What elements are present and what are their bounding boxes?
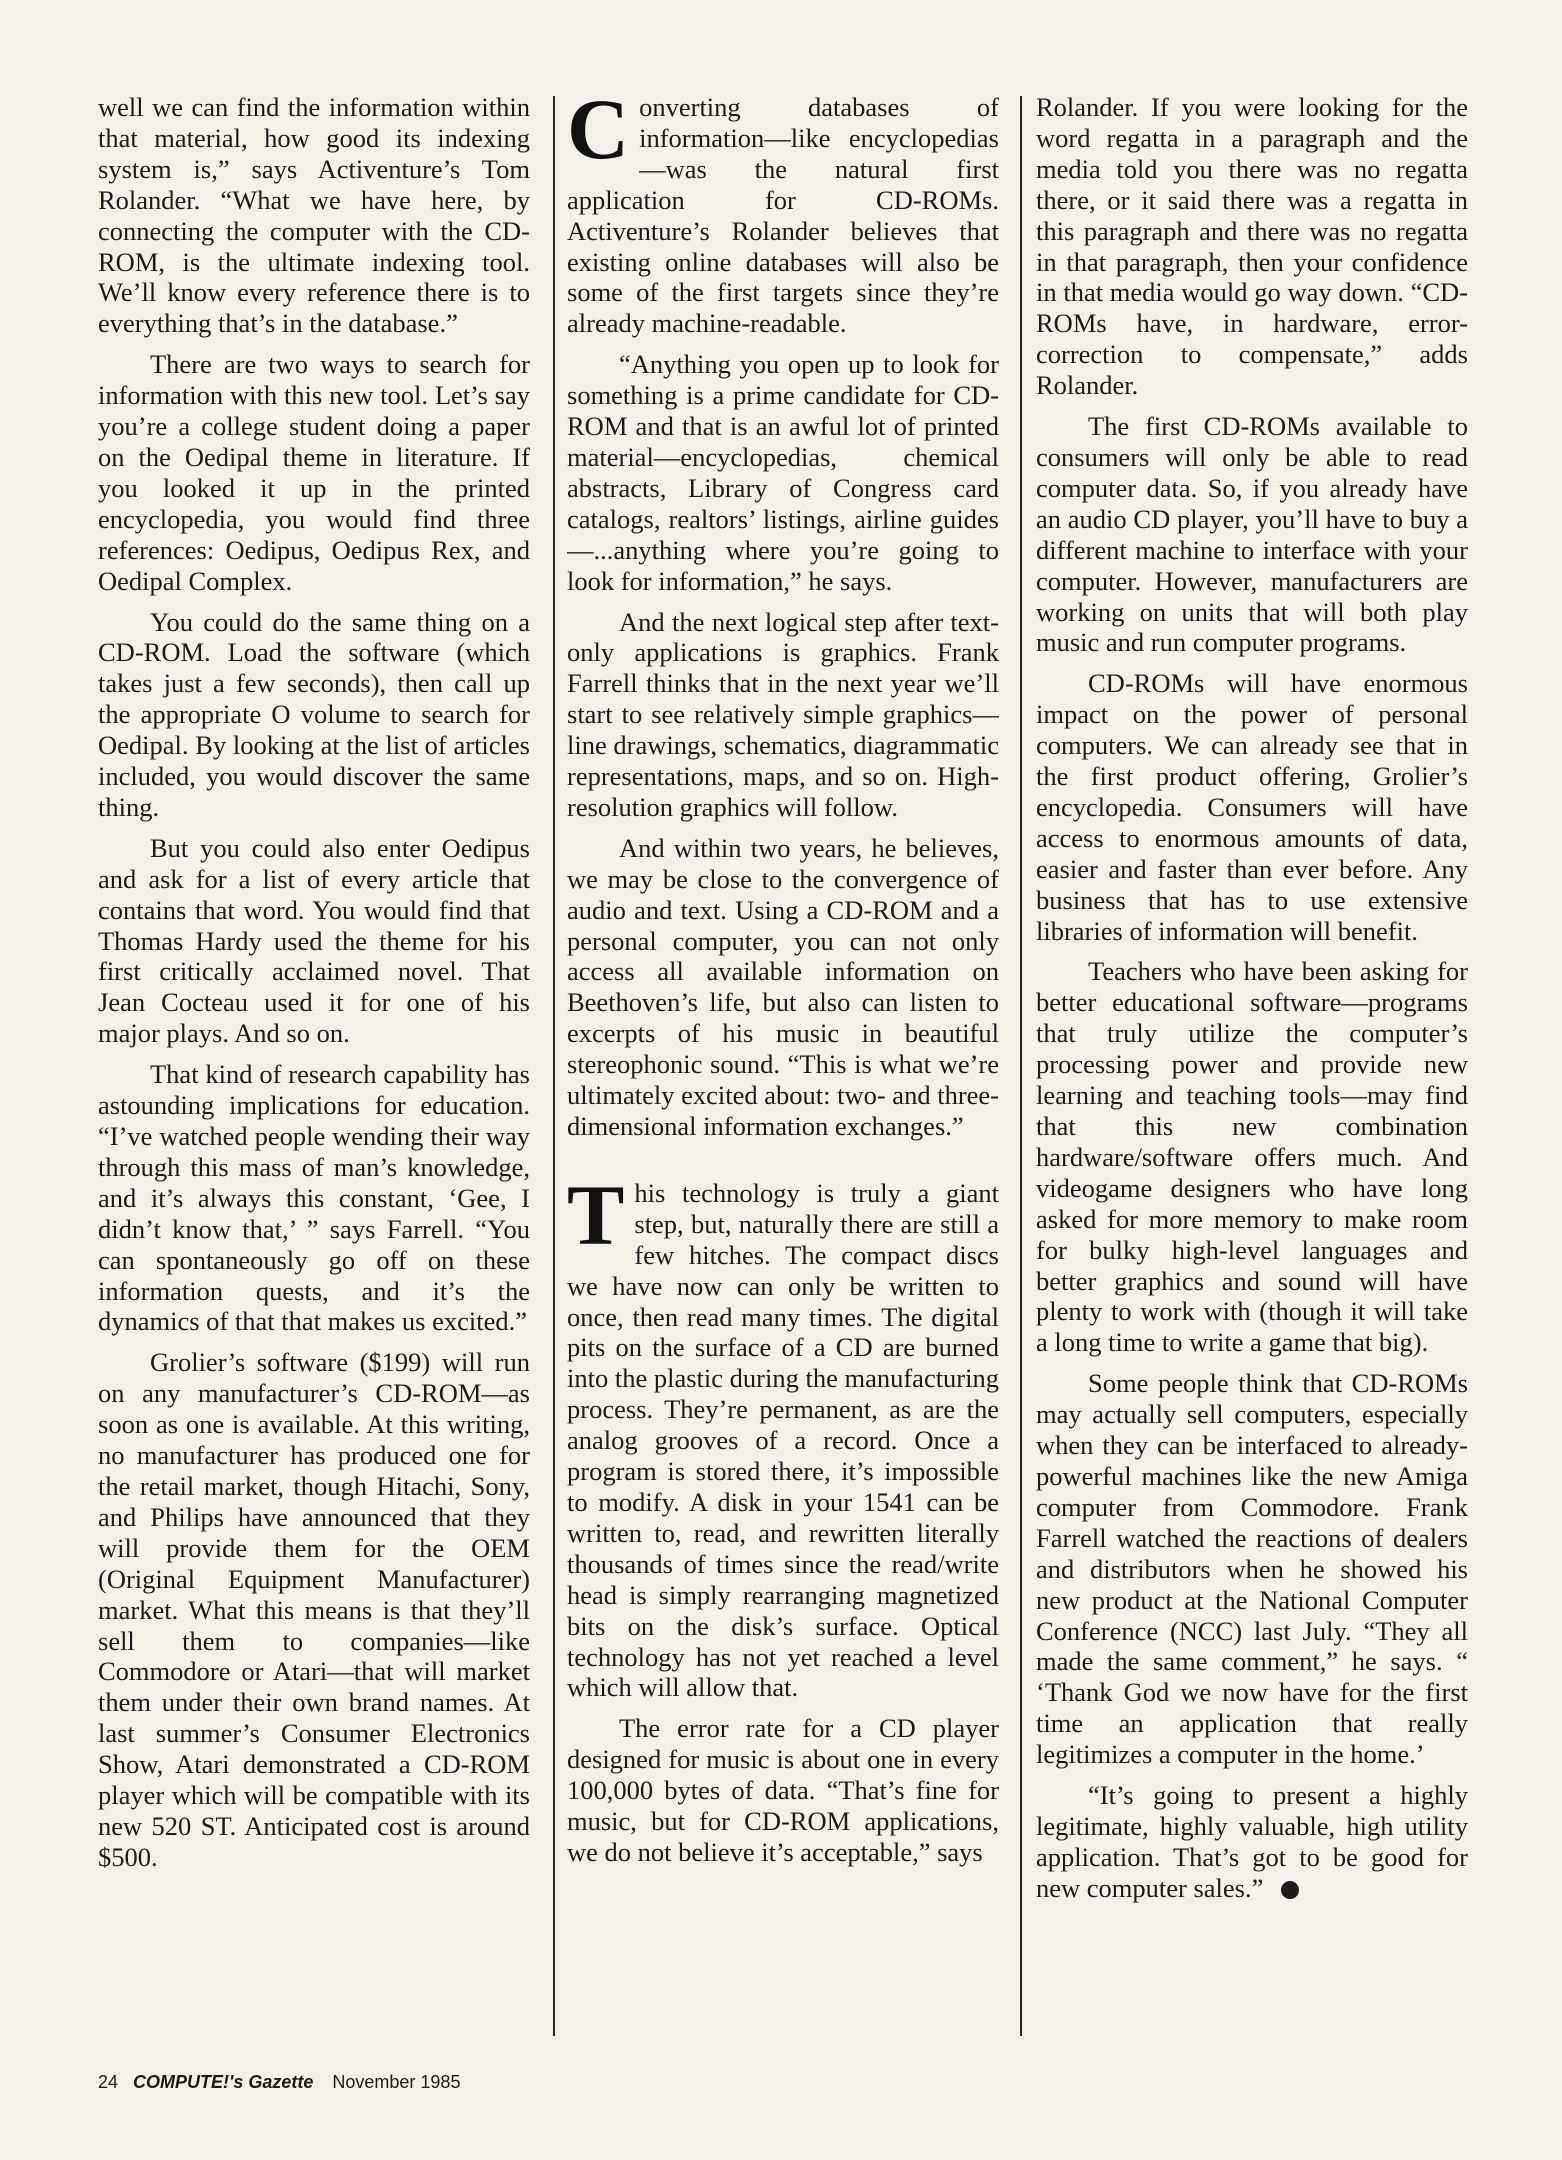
paragraph: But you could also enter Oedipus and ask for a list of every article that contains that word. You would find that Thomas Hardy used the theme for his first critically acclaimed novel. That Jean Cocteau used it for one of his major plays. And so on. — [98, 832, 530, 1049]
page-number: 24 — [98, 2072, 119, 2092]
paragraph: Rolander. If you were looking for the word regatta in a paragraph and the media told you there was no regatta there, or it said there was a regatta in this paragraph and there was no regatta in that paragraph, then your confidence in that media would go way down. “CD-ROMs have, in hardware, error-correction to compensate,” adds Rolander. — [1036, 92, 1468, 401]
issue-date: November 1985 — [332, 2072, 461, 2092]
paragraph — [567, 92, 999, 339]
drop-cap: T — [567, 1166, 625, 1263]
paragraph: Teachers who have been asking for better educational software—programs that truly utilize the computer’s processing power and provide new learning and teaching tools—may find that this new combination hardware/software offers much. And videogame designers who have long asked for more memory to make room for bulky high-level languages and better graphics and sound will have plenty to work with (though it will take a long time to write a game that big). — [1036, 956, 1468, 1358]
paragraph-text: onverting databases of information—like encyclopedias—was the natural first application for CD-ROMs. Activenture’s Rolander believes that existing online databases will also be some of the first targets since they’re already machine-readable. — [567, 92, 999, 339]
paragraph: CD-ROMs will have enormous impact on the power of personal computers. We can already see that in the first product offering, Grolier’s encyclopedia. Consumers will have access to enormous amounts of data, easier and faster than ever before. Any business that has to use extensive libraries of information will benefit. — [1036, 668, 1468, 946]
paragraph — [567, 1166, 999, 1703]
column-divider — [553, 96, 555, 2036]
text-column-3 — [1036, 92, 1468, 2082]
paragraph: The error rate for a CD player designed for music is about one in every 100,000 bytes of data. “That’s fine for music, but for CD-ROM applications, we do not believe it’s acceptable,” says — [567, 1713, 999, 1867]
paragraph: And within two years, he believes, we may be close to the convergence of audio and text. Using a CD-ROM and a personal computer, you can not only access all available information on Beethoven’s life, but also can listen to excerpts of his music in beautiful stereophonic sound. “This is what we’re ultimately excited about: two- and three-dimensional information exchanges.” — [567, 832, 999, 1141]
paragraph: You could do the same thing on a CD-ROM. Load the software (which takes just a few seconds), then call up the appropriate O volume to search for Oedipal. By looking at the list of articles included, you would discover the same thing. — [98, 606, 530, 822]
text-column-2 — [567, 92, 999, 2082]
paragraph: And the next logical step after text-only applications is graphics. Frank Farrell thinks that in the next year we’ll start to see relatively simple graphics—line drawings, schematics, diagrammatic representations, maps, and so on. High-resolution graphics will follow. — [567, 606, 999, 822]
paragraph: That kind of research capability has astounding implications for education. “I’ve watched people wending their way through this mass of man’s knowledge, and it’s always this constant, ‘Gee, I didn’t know that,’ ” says Farrell. “You can spontaneously go off on these information quests, and it’s the dynamics of that that makes us excited.” — [98, 1059, 530, 1337]
paragraph: Grolier’s software ($199) will run on any manufacturer’s CD-ROM—as soon as one is available. At this writing, no manufacturer has produced one for the retail market, though Hitachi, Sony, and Philips have announced that they will provide them for the OEM (Original Equipment Manufacturer) market. What this means is that they’ll sell them to companies—like Commodore or Atari—that will market them under their own brand names. At last summer’s Consumer Electronics Show, Atari demonstrated a CD-ROM player which will be compatible with its new 520 ST. Anticipated cost is around $500. — [98, 1347, 530, 1872]
paragraph-text: “It’s going to present a highly legitimate, highly valuable, high utility application. That’s got to be good for new computer sales.” — [1036, 1780, 1468, 1903]
paragraph — [1036, 1780, 1468, 1904]
paragraph: Some people think that CD-ROMs may actually sell computers, especially when they can be interfaced to already-powerful machines like the new Amiga computer from Commodore. Frank Farrell watched the reactions of dealers and distributors when he showed his new product at the National Computer Conference (NCC) last July. “They all made the same comment,” he says. “ ‘Thank God we now have for the first time an application that really legitimizes a computer in the home.’ — [1036, 1368, 1468, 1770]
paragraph: “Anything you open up to look for something is a prime candidate for CD-ROM and that is an awful lot of printed material—encyclopedias, chemical abstracts, Library of Congress card catalogs, realtors’ listings, airline guides—...anything where you’re going to look for information,” he says. — [567, 349, 999, 596]
paragraph-text: his technology is truly a giant step, but, naturally there are still a few hitches. The compact discs we have now can only be written to once, then read many times. The digital pits on the surface of a CD are burned into the plastic during the manufacturing process. They’re permanent, as are the analog grooves of a record. Once a program is stored there, it’s impossible to modify. A disk in your 1541 can be written to, read, and rewritten literally thousands of times since the read/write head is simply rearranging magnetized bits on the disk’s surface. Optical technology has not yet reached a level which will allow that. — [567, 1177, 999, 1703]
column-divider — [1020, 96, 1022, 2036]
page-footer — [98, 2072, 460, 2093]
magazine-name: COMPUTE!'s Gazette — [133, 2072, 314, 2092]
paragraph: The first CD-ROMs available to consumers will only be able to read computer data. So, if you already have an audio CD player, you’ll have to buy a different machine to interface with your computer. However, manufacturers are working on units that will both play music and run computer programs. — [1036, 411, 1468, 658]
drop-cap: C — [567, 92, 630, 177]
text-column-1 — [98, 92, 530, 2082]
paragraph: well we can find the information within that material, how good its indexing system is,” says Activenture’s Tom Rolander. “What we have here, by connecting the computer with the CD-ROM, is the ultimate indexing tool. We’ll know every reference there is to everything that’s in the database.” — [98, 92, 530, 339]
paragraph: There are two ways to search for information with this new tool. Let’s say you’re a college student doing a paper on the Oedipal theme in literature. If you looked it up in the printed encyclopedia, you would find three references: Oedipus, Oedipus Rex, and Oedipal Complex. — [98, 349, 530, 596]
end-of-article-icon — [1281, 1881, 1299, 1899]
